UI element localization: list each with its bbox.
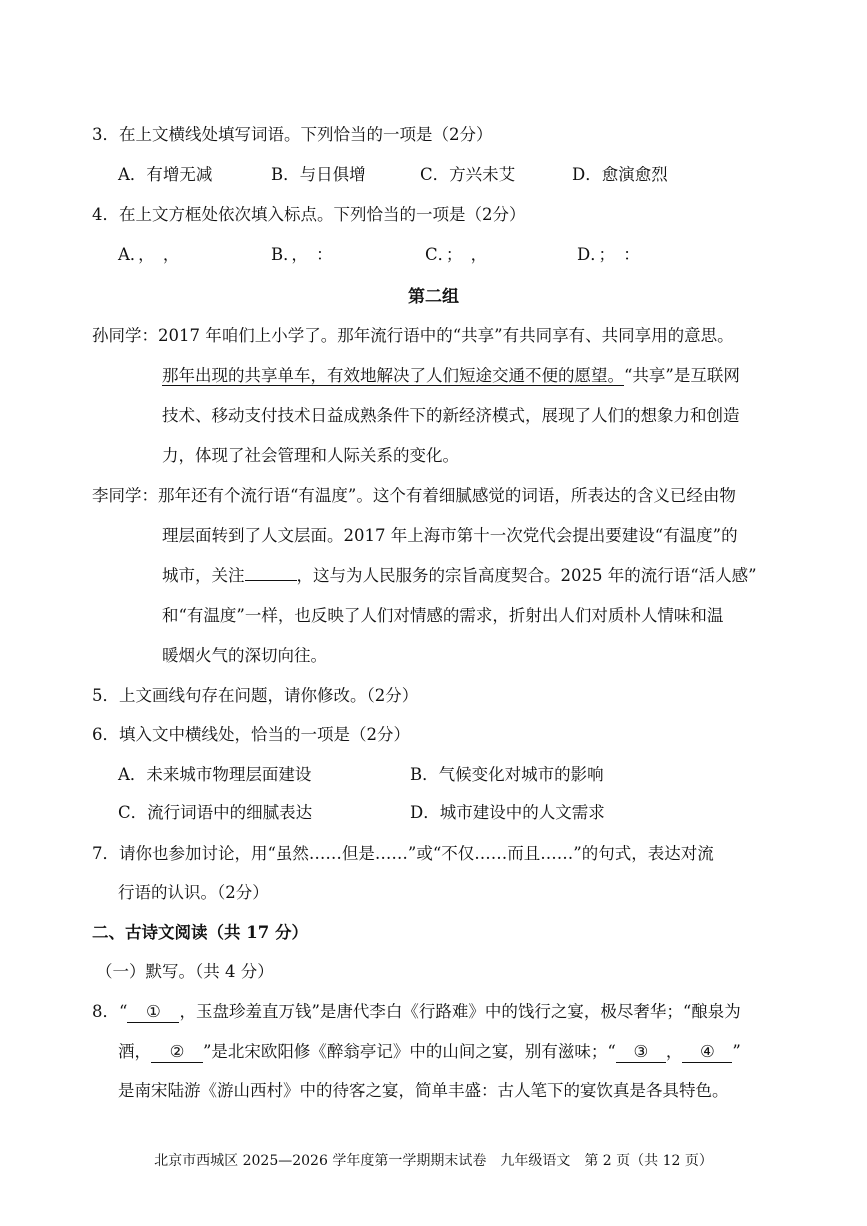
q4-stem: 4．在上文方框处依次填入标点。下列恰当的一项是（2分） [92, 205, 526, 224]
q7-line-1: 7．请你也参加讨论，用“虽然……但是……”或“不仅……而且……”的句式，表达对流 [92, 844, 714, 863]
dialog-line-sun-2 [162, 364, 740, 388]
q4-option-b: B．， ： [271, 245, 333, 264]
section-heading: 二、古诗文阅读（共 17 分） [92, 923, 308, 942]
li-text-3b: ，这与为人民服务的宗旨高度契合。2025 年的流行语“活人感” [296, 566, 757, 585]
q6-stem: 6．填入文中横线处，恰当的一项是（2分） [92, 725, 410, 744]
li-text-1: 那年还有个流行语“有温度”。这个有着细腻感觉的词语，所表达的含义已经由物 [158, 486, 736, 505]
dialog-line-li-2: 理层面转到了人文层面。2017 年上海市第十一次党代会提出要建设“有温度”的 [162, 526, 738, 545]
q3-option-b: B．与日俱增 [271, 165, 366, 184]
q6-option-d: D．城市建设中的人文需求 [410, 803, 605, 822]
q4-option-d: D．； ： [577, 245, 640, 264]
q8-text-2d: ” [732, 1042, 741, 1061]
q6-option-a: A．未来城市物理层面建设 [118, 765, 312, 784]
dialog-line-li-4: 和“有温度”一样，也反映了人们对情感的需求，折射出人们对质朴人情味和温 [162, 606, 724, 625]
q5-stem: 5．上文画线句存在问题，请你修改。（2分） [92, 686, 419, 705]
q4-option-c: C．； ， [425, 245, 488, 264]
blank-4[interactable]: ④ [682, 1042, 732, 1063]
q7-line-2: 行语的认识。（2分） [118, 883, 269, 902]
fill-blank[interactable] [245, 580, 297, 581]
q8-text-1b: ，玉盘珍羞直万钱”是唐代李白《行路难》中的饯行之宴，极尽奢华；“酿泉为 [179, 1002, 741, 1021]
q6-option-b: B．气候变化对城市的影响 [410, 765, 604, 784]
q3-option-a: A．有增无减 [118, 165, 213, 184]
dialog-line-sun-4: 力，体现了社会管理和人际关系的变化。 [162, 446, 459, 465]
dialog-line-li-3 [162, 564, 757, 588]
q6-option-c: C．流行词语中的细腻表达 [118, 803, 313, 822]
q3-option-d: D．愈演愈烈 [572, 165, 668, 184]
page-footer: 北京市西城区 2025—2026 学年度第一学期期末试卷 九年级语文 第 2 页（共 12 页） [154, 1153, 713, 1169]
q4-option-a: A．， ， [118, 245, 180, 264]
q8-line-3: 是南宋陆游《游山西村》中的待客之宴，简单丰盛：古人笔下的宴饮真是各具特色。 [118, 1081, 729, 1100]
speaker-li: 李同学： [92, 486, 158, 505]
q8-text-2b: ”是北宋欧阳修《醉翁亭记》中的山间之宴，别有滋味；“ [203, 1042, 616, 1061]
q3-option-c: C．方兴未艾 [420, 165, 516, 184]
q3-stem: 3．在上文横线处填写词语。下列恰当的一项是（2分） [92, 125, 493, 144]
q8-text-2a: 酒， [118, 1042, 151, 1061]
dialog-line-li-5: 暖烟火气的深切向往。 [162, 646, 327, 665]
speaker-sun: 孙同学： [92, 326, 158, 345]
blank-3[interactable]: ③ [616, 1042, 666, 1063]
dialog-line-sun-3: 技术、移动支付技术日益成熟条件下的新经济模式，展现了人们的想象力和创造 [162, 406, 740, 425]
blank-2[interactable]: ② [151, 1042, 203, 1063]
dialog-line-li-1 [92, 484, 736, 508]
li-text-3a: 城市，关注 [162, 566, 245, 585]
blank-1[interactable]: ① [127, 1002, 179, 1023]
sun-text-1: 2017 年咱们上小学了。那年流行语中的“共享”有共同享有、共同享用的意思。 [158, 326, 734, 345]
q8-line-2 [118, 1040, 741, 1064]
sun-text-2-rest: “共享”是互联网 [624, 366, 740, 385]
underlined-sentence: 那年出现的共享单车，有效地解决了人们短途交通不便的愿望。 [162, 366, 624, 385]
subsection-heading: （一）默写。（共 4 分） [96, 962, 274, 981]
q8-text-1a: 8．“ [92, 1002, 128, 1021]
q8-line-1 [92, 1000, 741, 1024]
group2-heading: 第二组 [408, 287, 459, 307]
dialog-line-sun-1 [92, 324, 734, 348]
q8-text-2c: ， [665, 1042, 683, 1061]
